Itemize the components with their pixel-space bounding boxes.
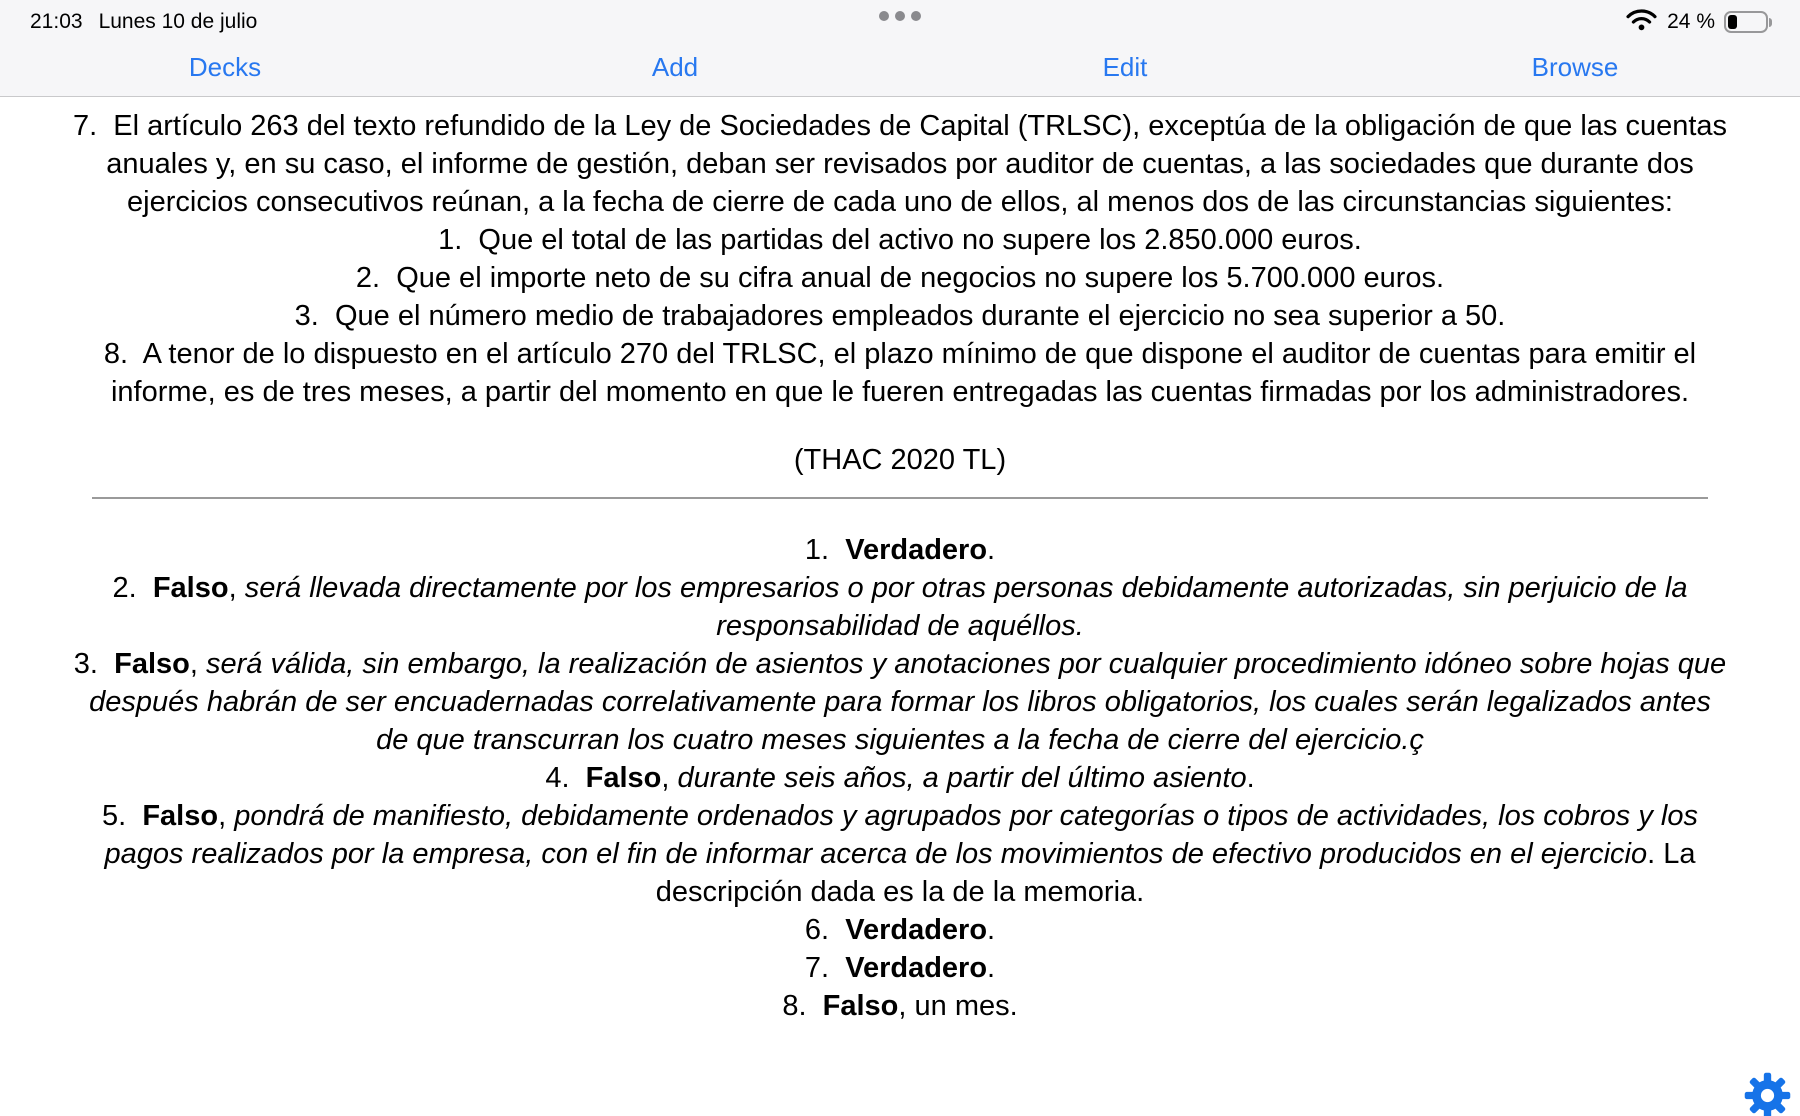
battery-fill [1728, 15, 1737, 29]
question-subitem-1: 1. Que el total de las partidas del activo no supere los 2.850.000 euros. [438, 224, 1362, 256]
status-bar [0, 0, 1800, 38]
question-subitem-2: 2. Que el importe neto de su cifra anual de negocios no supere los 5.700.000 euros. [355, 262, 1445, 294]
top-chrome [0, 0, 1800, 97]
multitasking-menu-icon[interactable] [879, 11, 921, 21]
toolbar [0, 38, 1800, 96]
question-item-8: 8. A tenor de lo dispuesto en el artículo 270 del TRLSC, el plazo mínimo de que dispone el auditor de cuentas para emitir el informe, es de tres meses, a partir del momento en que le fueren entregadas las cuentas firmadas por los administradores. [103, 338, 1697, 408]
answer-section [70, 531, 1730, 1025]
flashcard-content [0, 97, 1800, 1025]
battery-cap [1769, 18, 1772, 27]
toolbar-item-edit[interactable]: Edit [900, 52, 1350, 83]
settings-gear-icon[interactable] [1744, 1072, 1791, 1116]
toolbar-item-decks[interactable]: Decks [0, 52, 450, 83]
answer-item-2: 2. Falso, será llevada directamente por los empresarios o por otras personas debidamente autorizadas, sin perjuicio de la responsabilidad de aquéllos. [112, 572, 1688, 642]
battery-percent-text: 24 % [1667, 10, 1715, 33]
answer-item-7: 7. Verdadero. [804, 952, 996, 984]
question-section [70, 107, 1730, 479]
answer-item-4: 4. Falso, durante seis años, a partir del último asiento. [545, 762, 1255, 794]
answer-item-6: 6. Verdadero. [804, 914, 996, 946]
toolbar-item-add[interactable]: Add [450, 52, 900, 83]
question-answer-divider [92, 497, 1708, 499]
battery-icon [1724, 11, 1772, 33]
answer-item-3: 3. Falso, será válida, sin embargo, la realización de asientos y anotaciones por cualquier procedimiento idóneo sobre hojas que después habrán de ser encuadernadas correlativamente para formar los libros obligatorios, los cuales serán legalizados antes de que transcurran los cuatro meses siguientes a la fecha de cierre del ejercicio.ç [73, 648, 1727, 756]
toolbar-item-browse[interactable]: Browse [1350, 52, 1800, 83]
answer-item-1: 1. Verdadero. [804, 534, 996, 566]
wifi-icon [1625, 7, 1658, 37]
answer-item-8: 8. Falso, un mes. [782, 990, 1018, 1022]
question-source: (THAC 2020 TL) [793, 444, 1007, 476]
question-item-7: 7. El artículo 263 del texto refundido de la Ley de Sociedades de Capital (TRLSC), exceptúa de la obligación de que las cuentas anuales y, en su caso, el informe de gestión, deban ser revisados por auditor de cuentas, a las sociedades que durante dos ejercicios consecutivos reúnan, a la fecha de cierre de cada uno de ellos, al menos dos de las circunstancias siguientes: [72, 110, 1728, 218]
status-date: Lunes 10 de julio [98, 10, 258, 33]
question-subitem-3: 3. Que el número medio de trabajadores empleados durante el ejercicio no sea superior a 50. [294, 300, 1506, 332]
answer-item-5: 5. Falso, pondrá de manifiesto, debidamente ordenados y agrupados por categorías o tipos de actividades, los cobros y los pagos realizados por la empresa, con el fin de informar acerca de los movimientos de efectivo producidos en el ejercicio. La descripción dada es la de la memoria. [102, 800, 1698, 908]
status-time: 21:03 [30, 10, 83, 33]
